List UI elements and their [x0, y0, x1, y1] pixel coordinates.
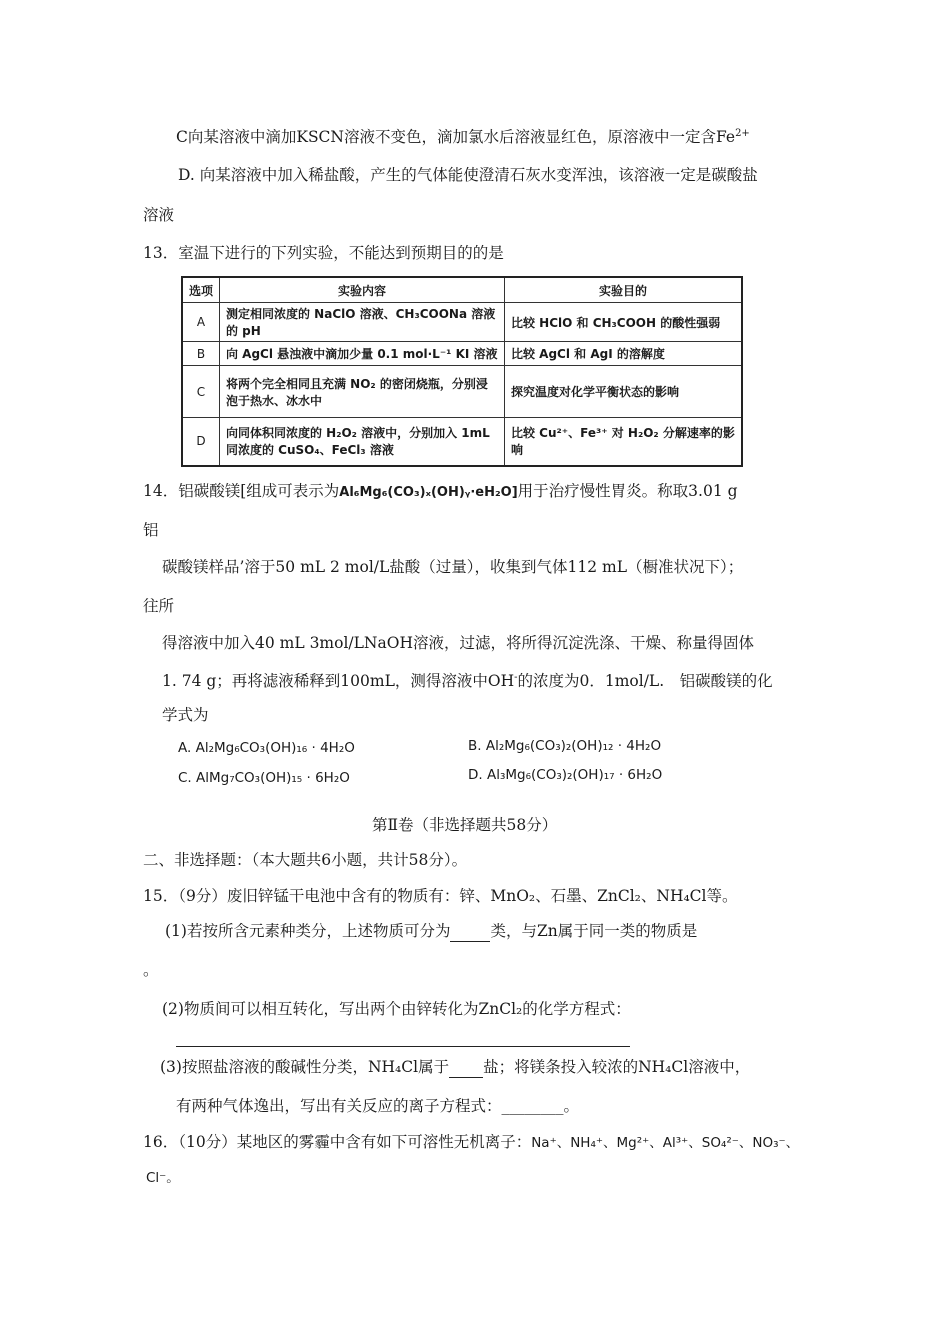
answer-blank: [450, 921, 490, 942]
section-heading: 二、非选择题：（本大题共6小题，共计58分）。: [143, 851, 468, 869]
q12-option-d-cont: 溶液: [143, 206, 175, 224]
q14-line-7: 学式为: [162, 706, 209, 724]
q14-line-2: 铝: [143, 521, 159, 539]
q16-ions-cont: Cl⁻。: [146, 1170, 180, 1186]
part2-title: 第Ⅱ卷（非选择题共58分）: [372, 816, 558, 834]
q14-choice-b: B. Al₂Mg₆(CO₃)₂(OH)₁₂ · 4H₂O: [468, 738, 662, 754]
q16-stem: 16．（10分）某地区的雾霾中含有如下可溶性无机离子：Na⁺、NH₄⁺、Mg²⁺、Al³⁺、SO₄²⁻、NO₃⁻、: [143, 1133, 800, 1151]
table-row: [182, 366, 742, 418]
q12-option-c: C向某溶液中滴加KSCN溶液不变色，滴加氯水后溶液显红色，原溶液中一定含$Fe^{2+}$: [176, 127, 750, 146]
row-purpose: 比较 AgCl 和 AgI 的溶解度: [505, 342, 743, 366]
q15-part3-cont: 有两种气体逸出，写出有关反应的离子方程式：________。: [176, 1097, 580, 1115]
q14-line-4: 往所: [143, 597, 175, 615]
q14-line-1: 14．铝碳酸镁[组成可表示为Al₆Mg₆(CO₃)ₓ(OH)ᵧ·eH₂O]用于治疗慢性胃炎。称取3.01 g: [143, 482, 738, 500]
answer-blank: [449, 1057, 483, 1078]
q14-line-6: 1. 74 g；再将滤液稀释到100mL，测得溶液中OH-的浓度为0．1mol/L. 铝碳酸镁的化: [162, 671, 773, 690]
row-content: 测定相同浓度的 NaClO 溶液、CH₃COONa 溶液的 pH: [220, 303, 505, 342]
row-content: 向同体积同浓度的 H₂O₂ 溶液中，分别加入 1mL 同浓度的 CuSO₄、FeCl₃ 溶液: [220, 418, 505, 466]
q15-part2: (2)物质间可以相互转化，写出两个由锌转化为ZnCl₂的化学方程式：: [162, 1000, 631, 1018]
q12-option-d: D. 向某溶液中加入稀盐酸，产生的气体能使澄清石灰水变浑浊，该溶液一定是碳酸盐: [178, 166, 758, 184]
q15-part3: (3)按照盐溶液的酸碱性分类，NH₄Cl属于 盐；将镁条投入较浓的NH₄Cl溶液中，: [160, 1058, 751, 1076]
row-option: C: [182, 366, 220, 418]
q14-formula: Al₆Mg₆(CO₃)ₓ(OH)ᵧ·eH₂O]: [339, 485, 518, 500]
table-header-row: [182, 277, 742, 303]
row-purpose: 比较 HClO 和 CH₃COOH 的酸性强弱: [505, 303, 743, 342]
q15-part1: (1)若按所含元素种类分，上述物质可分为 类，与Zn属于同一类的物质是: [165, 922, 698, 940]
table-row: [182, 303, 742, 342]
q14-line-5: 得溶液中加入40 mL 3mol/LNaOH溶液，过滤，将所得沉淀洗涤、干燥、称量得固体: [162, 634, 754, 652]
header-option: 选项: [182, 277, 220, 303]
q16-ions: Na⁺、NH₄⁺、Mg²⁺、Al³⁺、SO₄²⁻、NO₃⁻、: [531, 1135, 800, 1151]
row-content: 将两个完全相同且充满 NO₂ 的密闭烧瓶，分别浸泡于热水、冰水中: [220, 366, 505, 418]
superscript: -: [514, 671, 518, 683]
q13-stem: 13．室温下进行的下列实验，不能达到预期目的的是: [143, 244, 504, 262]
row-purpose: 探究温度对化学平衡状态的影响: [505, 366, 743, 418]
superscript: 2+: [735, 127, 750, 139]
header-content: 实验内容: [220, 277, 505, 303]
row-option: B: [182, 342, 220, 366]
q14-line-3: 碳酸镁样品’溶于50 mL 2 mol/L盐酸（过量），收集到气体112 mL（橱准状况下）；: [162, 558, 744, 576]
row-purpose: 比较 Cu²⁺、Fe³⁺ 对 H₂O₂ 分解速率的影响: [505, 418, 743, 466]
row-content: 向 AgCl 悬浊液中滴加少量 0.1 mol·L⁻¹ KI 溶液: [220, 342, 505, 366]
q14-choice-c: C. AlMg₇CO₃(OH)₁₅ · 6H₂O: [178, 770, 350, 786]
table-row: [182, 342, 742, 366]
q14-choice-a: A. Al₂Mg₆CO₃(OH)₁₆ · 4H₂O: [178, 740, 355, 756]
row-option: A: [182, 303, 220, 342]
q15-part1-end: 。: [143, 961, 159, 979]
q13-experiment-table: [181, 276, 743, 467]
header-purpose: 实验目的: [505, 277, 743, 303]
q14-choice-d: D. Al₃Mg₆(CO₃)₂(OH)₁₇ · 6H₂O: [468, 767, 663, 783]
answer-line: [176, 1046, 630, 1047]
table-row: [182, 418, 742, 466]
q15-stem: 15．（9分）废旧锌锰干电池中含有的物质有：锌、MnO₂、石墨、ZnCl₂、NH₄Cl等。: [143, 887, 738, 905]
row-option: D: [182, 418, 220, 466]
